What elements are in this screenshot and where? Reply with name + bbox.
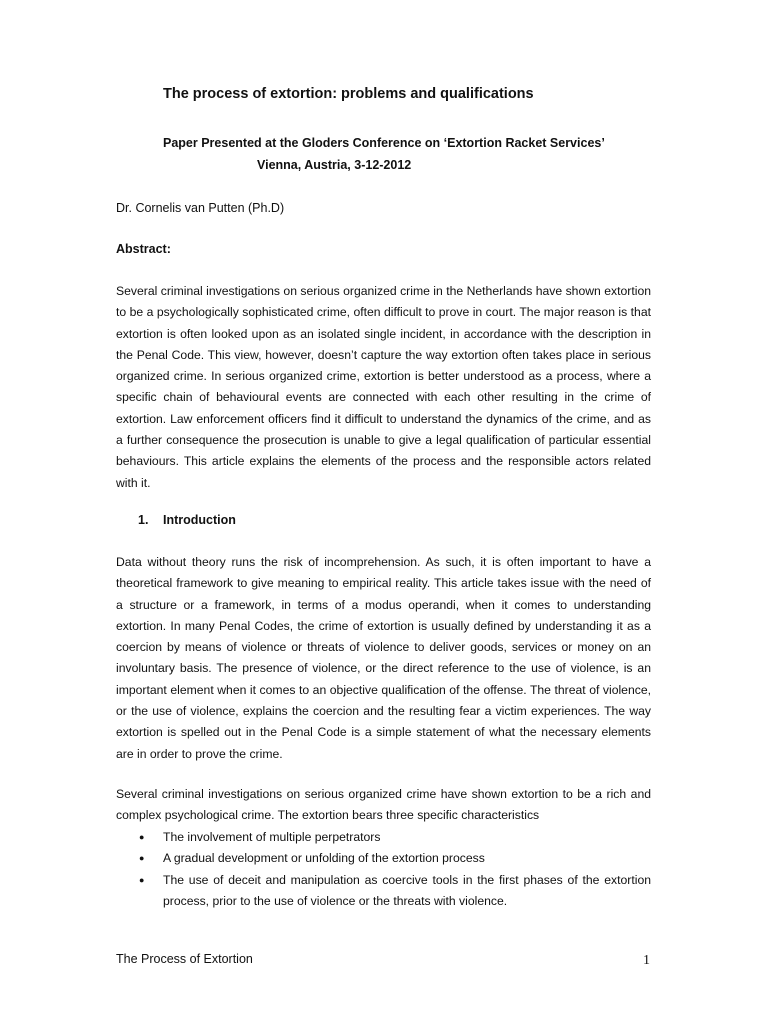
list-item-text: The use of deceit and manipulation as coercive tools in the first phases of the extortion process, prior to the use of violence or the threats with violence. bbox=[163, 872, 651, 908]
intro-paragraph-1: Data without theory runs the risk of incomprehension. As such, it is often important to have a theoretical framework to give meaning to empirical reality. This article takes issue with the need of a structure or a framework, in terms of a modus operandi, when it comes to understanding extortion. In many Penal Codes, the crime of extortion is usually defined by understanding it as a coercion by means of violence or threats of violence to deliver goods, services or money on an involuntary basis. The presence of violence, or the direct reference to the use of violence, is an important element when it comes to an objective qualification of the offense. The threat of violence, or the use of violence, explains the coercion and the resulting fear a victim experiences. The way extortion is spelled out in the Penal Code is a simple statement of what the necessary elements are in order to prove the crime. bbox=[116, 555, 651, 761]
section-number: 1. bbox=[138, 513, 149, 527]
list-item bbox=[116, 848, 651, 869]
section-heading-introduction bbox=[138, 513, 236, 527]
list-item bbox=[116, 827, 651, 848]
intro-paragraph-2: Several criminal investigations on serious organized crime have shown extortion to be a rich and complex psychological crime. The extortion bears three specific characteristics bbox=[116, 787, 651, 823]
bullet-icon: ● bbox=[139, 832, 145, 842]
bullet-icon: ● bbox=[139, 874, 145, 885]
conference-line: Paper Presented at the Gloders Conference on ‘Extortion Racket Services’ bbox=[163, 136, 605, 150]
list-item bbox=[116, 870, 651, 913]
footer-running-title: The Process of Extortion bbox=[116, 952, 253, 966]
document-title: The process of extortion: problems and qualifications bbox=[163, 86, 534, 102]
characteristics-list bbox=[116, 827, 651, 912]
abstract-paragraph: Several criminal investigations on serious organized crime in the Netherlands have shown extortion to be a psychologically sophisticated crime, often difficult to prove in court. The major reason is that extortion is often looked upon as an isolated single incident, in accordance with the description in the Penal Code. This view, however, doesn’t capture the way extortion often takes place in serious organized crime. In serious organized crime, extortion is better understood as a process, where a specific chain of behavioural events are connected with each other resulting in the crime of extortion. Law enforcement officers find it difficult to understand the dynamics of the crime, and as a further consequence the prosecution is unable to give a legal qualification of particular essential behaviours. This article explains the elements of the process and the responsible actors related with it. bbox=[116, 284, 651, 490]
abstract-heading: Abstract: bbox=[116, 242, 171, 256]
location-date-line: Vienna, Austria, 3-12-2012 bbox=[257, 158, 412, 172]
author-line: Dr. Cornelis van Putten (Ph.D) bbox=[116, 201, 285, 215]
page-number: 1 bbox=[643, 953, 650, 968]
list-item-text: A gradual development or unfolding of the extortion process bbox=[163, 851, 485, 866]
section-title: Introduction bbox=[163, 513, 236, 527]
list-item-text: The involvement of multiple perpetrators bbox=[163, 830, 381, 844]
bullet-icon: ● bbox=[139, 853, 145, 864]
